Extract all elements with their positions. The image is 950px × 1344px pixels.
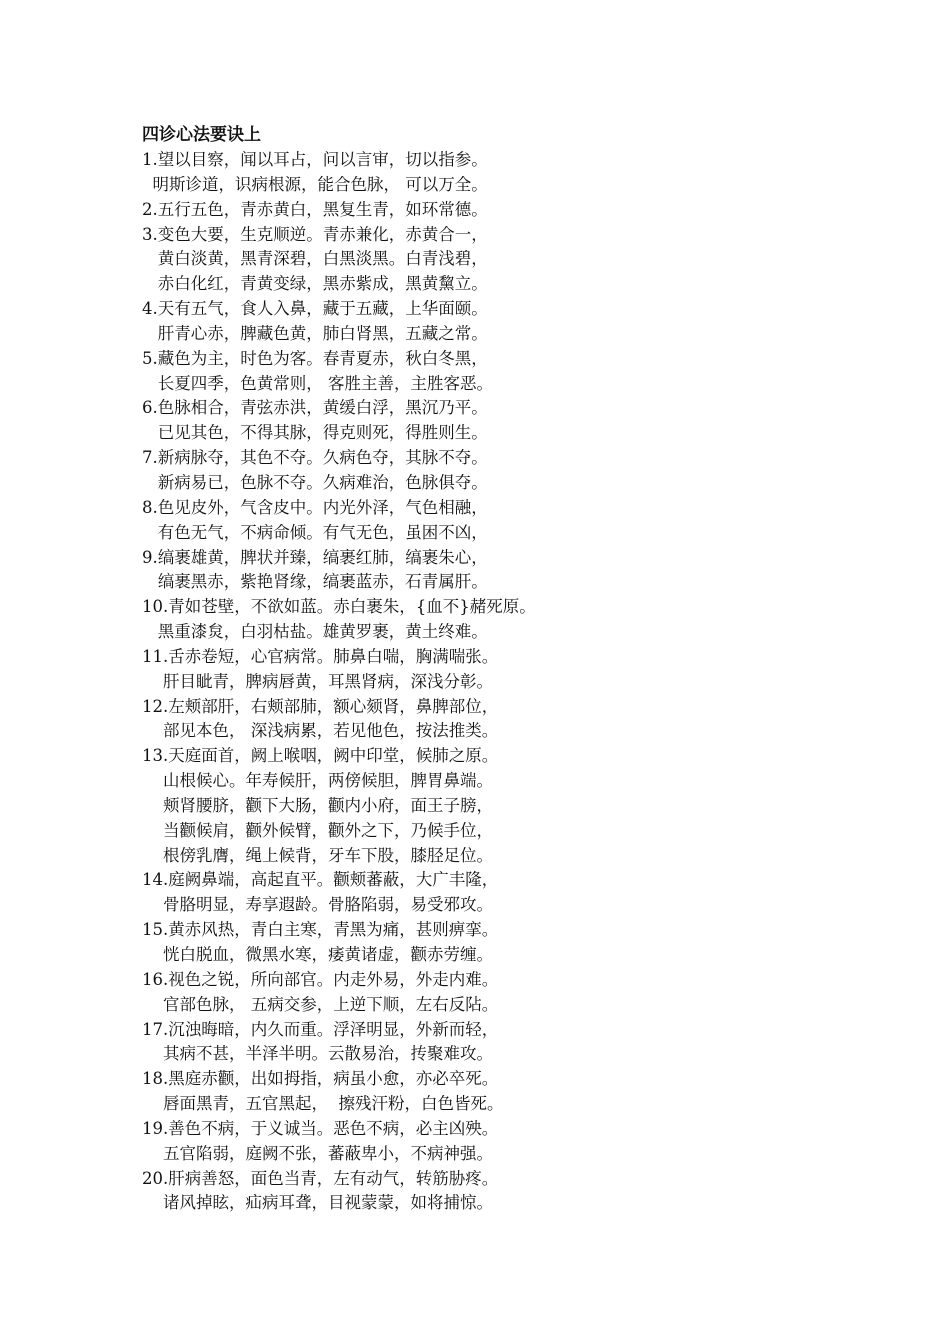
verse-line: 20.肝病善怒，面色当青，左有动气，转筋胁疼。: [142, 1168, 499, 1188]
verse-line: 11.舌赤卷短，心官病常。肺鼻白喘，胸满喘张。: [142, 646, 499, 666]
verse-line: 新病易已，色脉不夺。久病难治，色脉俱夺。: [142, 472, 488, 492]
verse-line: 唇面黑青，五官黑起， 擦残汗粉，白色皆死。: [142, 1094, 504, 1114]
verse-line: 颊肾腰脐，颧下大肠，颧内小府，面王子膀，: [142, 795, 493, 815]
document-title: 四诊心法要诀上: [142, 125, 261, 145]
verse-line: 五官陷弱，庭阙不张，蕃蔽卑小，不病神强。: [142, 1143, 493, 1163]
verse-line: 赤白化红，青黄变绿，黑赤紫成，黑黄黧立。: [142, 274, 488, 294]
verse-line: 18.黑庭赤颧，出如拇指，病虽小愈，亦必卒死。: [142, 1069, 499, 1089]
verse-line: 4.天有五气，食人入鼻，藏于五藏，上华面颐。: [142, 299, 488, 319]
verse-line: 7.新病脉夺，其色不夺。久病色夺，其脉不夺。: [142, 448, 488, 468]
verse-line: 13.天庭面首，阙上喉咽，阙中印堂，候肺之原。: [142, 746, 499, 766]
verse-line: 缟裹黑赤，紫艳肾缘，缟裹蓝赤，石青属肝。: [142, 572, 488, 592]
verse-line: 10.青如苍壁，不欲如蓝。赤白裹朱，{血不}赭死原。: [142, 597, 536, 617]
verse-line: 山根候心。年寿候肝，两傍候胆，脾胃鼻端。: [142, 771, 493, 791]
verse-line: 根傍乳膺，绳上候背，牙车下股，膝胫足位。: [142, 845, 493, 865]
verse-line: 8.色见皮外，气含皮中。内光外泽，气色相融，: [142, 497, 488, 517]
verse-line: 明斯诊道，识病根源，能合色脉， 可以万全。: [142, 174, 488, 194]
verse-line: 诸风掉眩，疝病耳聋，目视蒙蒙，如将捕惊。: [142, 1193, 493, 1213]
verse-line: 5.藏色为主，时色为客。春青夏赤，秋白冬黑，: [142, 348, 488, 368]
verse-line: 3.变色大要，生克顺逆。青赤兼化，赤黄合一，: [142, 224, 488, 244]
verse-line: 恍白脱血，微黑水寒，痿黄诸虚，颧赤劳缠。: [142, 945, 493, 964]
document-body: [142, 123, 902, 1216]
verse-line: 12.左颊部肝，右颊部肺，额心颏肾，鼻脾部位，: [142, 696, 499, 716]
verse-line: 长夏四季，色黄常则， 客胜主善，主胜客恶。: [142, 373, 493, 393]
verse-line: 1.望以目察，闻以耳占，问以言审，切以指参。: [142, 150, 488, 169]
verse-line: 已见其色，不得其脉，得克则死，得胜则生。: [142, 423, 488, 443]
verse-line: 有色无气，不病命倾。有气无色，虽困不凶，: [142, 522, 488, 542]
verse-line: 17.沉浊晦暗，内久而重。浮泽明显，外新而轻，: [142, 1019, 499, 1039]
verse-line: 骨胳明显，寿享遐龄。骨胳陷弱，易受邪攻。: [142, 895, 493, 915]
verse-line: 19.善色不病，于义诚当。恶色不病，必主凶殃。: [142, 1118, 499, 1138]
verse-line: 15.黄赤风热，青白主寒，青黑为痛，甚则痹挛。: [142, 920, 499, 940]
verse-line: 肝青心赤，脾藏色黄，肺白肾黑，五藏之常。: [142, 323, 488, 343]
verse-line: 6.色脉相合，青弦赤洪，黄缓白浮，黑沉乃平。: [142, 398, 488, 418]
verse-line: 官部色脉， 五病交参，上逆下顺，左右反阽。: [142, 994, 499, 1014]
verse-line: 2.五行五色，青赤黄白，黑复生青，如环常德。: [142, 199, 488, 219]
verse-line: 其病不甚，半泽半明。云散易治，抟聚难攻。: [142, 1044, 493, 1064]
verse-line: 黄白淡黄，黑青深碧，白黑淡黑。白青浅碧，: [142, 249, 488, 269]
verse-line: 部见本色， 深浅病累，若见他色，按法推类。: [142, 721, 499, 741]
verse-line: 14.庭阙鼻端，高起直平。颧颊蕃蔽，大广丰隆，: [142, 870, 499, 890]
verse-line: 16.视色之锐，所向部官。内走外易，外走内难。: [142, 969, 499, 989]
verse-line: 9.缟裹雄黄，脾状并臻，缟裹红肺，缟裹朱心，: [142, 547, 488, 567]
verse-line: 黑重漆炱，白羽枯盐。雄黄罗裹，黄土终难。: [142, 622, 488, 642]
verse-line: 当颧候肩，颧外候臂，颧外之下，乃候手位，: [142, 820, 493, 840]
verse-line: 肝目眦青，脾病唇黄，耳黑肾病，深浅分彰。: [142, 671, 493, 691]
verse-lines: [142, 148, 902, 1216]
